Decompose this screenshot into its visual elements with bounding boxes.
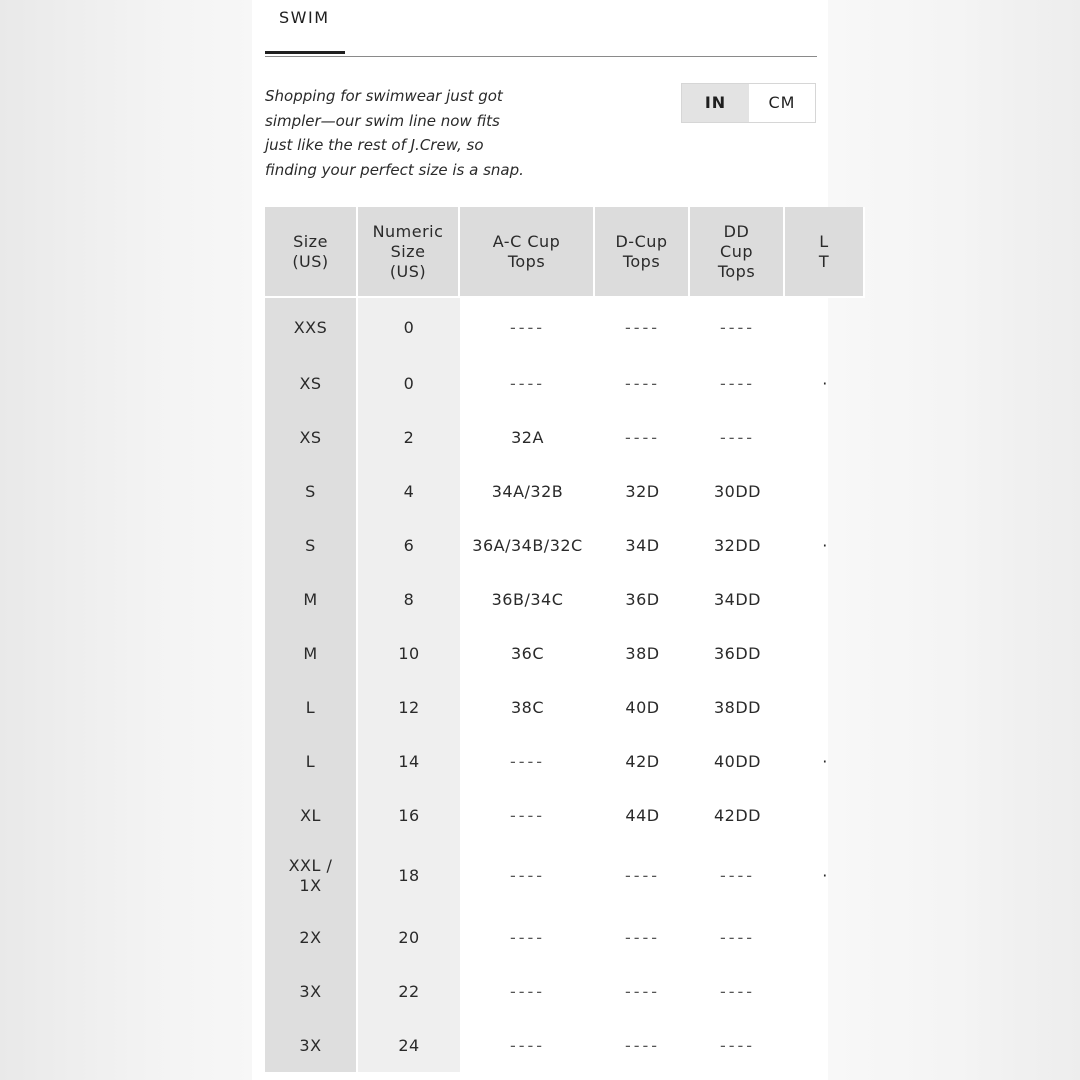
header-ac-cup-tops: A-C Cup Tops bbox=[460, 207, 595, 298]
size-table-header bbox=[265, 207, 865, 298]
table-cell-numeric-size: 6 bbox=[358, 518, 460, 572]
header-row bbox=[265, 207, 865, 298]
size-table-wrapper bbox=[265, 207, 830, 1077]
table-cell-numeric-size: 22 bbox=[358, 964, 460, 1018]
table-cell-size-us: L bbox=[265, 680, 358, 734]
table-cell-d-cup-tops: 34D bbox=[625, 535, 660, 555]
table-row bbox=[265, 410, 865, 464]
table-cell-dd-cup-tops: 36DD bbox=[714, 643, 761, 663]
table-cell-d-cup-tops: 40D bbox=[625, 697, 660, 717]
table-cell-ac-cup-tops: ---- bbox=[509, 805, 546, 825]
table-cell-d-cup-tops: ---- bbox=[624, 866, 661, 885]
table-cell-numeric-size: 8 bbox=[358, 572, 460, 626]
table-row bbox=[265, 356, 865, 410]
table-cell-d-cup-tops: ---- bbox=[624, 317, 661, 337]
table-cell-truncated-column bbox=[785, 788, 865, 842]
table-row bbox=[265, 680, 865, 734]
table-cell-truncated-column bbox=[785, 410, 865, 464]
table-cell-size-us: XL bbox=[265, 788, 358, 842]
table-cell-numeric-size: 0 bbox=[358, 298, 460, 356]
table-cell-truncated-column: · bbox=[822, 866, 828, 885]
table-cell-dd-cup-tops: 30DD bbox=[714, 481, 761, 501]
table-row bbox=[265, 298, 865, 356]
table-cell-size-us: M bbox=[265, 626, 358, 680]
table-cell-numeric-size: 10 bbox=[358, 626, 460, 680]
table-cell-ac-cup-tops: ---- bbox=[509, 751, 546, 771]
table-cell-truncated-column bbox=[785, 1018, 865, 1072]
table-row bbox=[265, 1018, 865, 1072]
table-cell-d-cup-tops: ---- bbox=[624, 1035, 661, 1055]
table-cell-d-cup-tops: 36D bbox=[625, 589, 660, 609]
background-left bbox=[0, 0, 252, 1080]
table-cell-truncated-column bbox=[785, 572, 865, 626]
table-row bbox=[265, 518, 865, 572]
unit-toggle bbox=[681, 83, 816, 123]
table-cell-ac-cup-tops: 34A/32B bbox=[491, 481, 564, 501]
table-cell-numeric-size: 16 bbox=[358, 788, 460, 842]
background-right bbox=[828, 0, 1080, 1080]
table-cell-dd-cup-tops: ---- bbox=[719, 373, 756, 393]
unit-option-cm[interactable]: CM bbox=[749, 84, 815, 122]
table-cell-size-us: XXL / 1X bbox=[265, 842, 358, 910]
table-cell-ac-cup-tops: ---- bbox=[509, 373, 546, 393]
table-cell-ac-cup-tops: ---- bbox=[509, 317, 546, 337]
header-numeric-size: Numeric Size (US) bbox=[358, 207, 460, 298]
table-cell-ac-cup-tops: 32A bbox=[511, 427, 544, 447]
table-cell-d-cup-tops: 38D bbox=[625, 643, 660, 663]
table-cell-dd-cup-tops: 40DD bbox=[714, 751, 761, 771]
table-cell-dd-cup-tops: ---- bbox=[719, 1035, 756, 1055]
table-cell-truncated-column bbox=[785, 626, 865, 680]
table-cell-numeric-size: 18 bbox=[358, 842, 460, 910]
table-cell-truncated-column: · bbox=[822, 373, 828, 393]
table-cell-numeric-size: 2 bbox=[358, 410, 460, 464]
table-cell-size-us: XXS bbox=[265, 298, 358, 356]
table-cell-dd-cup-tops: 32DD bbox=[714, 535, 761, 555]
table-cell-d-cup-tops: 44D bbox=[625, 805, 660, 825]
table-cell-ac-cup-tops: ---- bbox=[509, 927, 546, 947]
table-row bbox=[265, 626, 865, 680]
table-cell-ac-cup-tops: ---- bbox=[509, 1035, 546, 1055]
table-cell-ac-cup-tops: ---- bbox=[509, 981, 546, 1001]
table-row bbox=[265, 734, 865, 788]
table-cell-size-us: L bbox=[265, 734, 358, 788]
table-cell-size-us: S bbox=[265, 464, 358, 518]
table-cell-truncated-column bbox=[785, 910, 865, 964]
tab-swim-label: SWIM bbox=[279, 8, 330, 27]
table-cell-size-us: 3X bbox=[265, 964, 358, 1018]
table-cell-numeric-size: 14 bbox=[358, 734, 460, 788]
header-truncated-column: L T bbox=[785, 207, 865, 298]
table-cell-truncated-column: · bbox=[822, 751, 828, 771]
table-row bbox=[265, 910, 865, 964]
table-cell-size-us: 3X bbox=[265, 1018, 358, 1072]
table-cell-size-us: M bbox=[265, 572, 358, 626]
table-cell-d-cup-tops: ---- bbox=[624, 927, 661, 947]
table-cell-truncated-column bbox=[785, 464, 865, 518]
table-cell-ac-cup-tops: 36B/34C bbox=[491, 589, 564, 609]
table-row bbox=[265, 464, 865, 518]
table-cell-dd-cup-tops: 42DD bbox=[714, 805, 761, 825]
table-cell-size-us: S bbox=[265, 518, 358, 572]
table-cell-d-cup-tops: 42D bbox=[625, 751, 660, 771]
table-cell-numeric-size: 0 bbox=[358, 356, 460, 410]
table-cell-dd-cup-tops: ---- bbox=[719, 317, 756, 337]
intro-text: Shopping for swimwear just got simpler—our swim line now fits just like the rest of J.Crew, so finding your perfect size is a snap. bbox=[265, 87, 524, 179]
tab-swim[interactable] bbox=[265, 0, 345, 54]
table-cell-ac-cup-tops: 36A/34B/32C bbox=[472, 535, 583, 555]
size-table bbox=[265, 207, 865, 1072]
table-cell-ac-cup-tops: ---- bbox=[509, 866, 546, 885]
header-dd-cup-tops: DD Cup Tops bbox=[690, 207, 785, 298]
table-cell-size-us: XS bbox=[265, 356, 358, 410]
header-d-cup-tops: D-Cup Tops bbox=[595, 207, 690, 298]
table-cell-truncated-column bbox=[785, 298, 865, 356]
table-row bbox=[265, 572, 865, 626]
table-cell-truncated-column: · bbox=[822, 535, 828, 555]
table-row bbox=[265, 788, 865, 842]
table-cell-dd-cup-tops: ---- bbox=[719, 981, 756, 1001]
table-cell-ac-cup-tops: 38C bbox=[510, 697, 545, 717]
table-cell-ac-cup-tops: 36C bbox=[510, 643, 545, 663]
table-cell-dd-cup-tops: ---- bbox=[719, 927, 756, 947]
table-cell-numeric-size: 12 bbox=[358, 680, 460, 734]
size-chart-panel bbox=[252, 0, 828, 1080]
table-cell-dd-cup-tops: 34DD bbox=[714, 589, 761, 609]
table-cell-dd-cup-tops: ---- bbox=[719, 866, 756, 885]
size-table-body bbox=[265, 298, 865, 1072]
table-cell-size-us: 2X bbox=[265, 910, 358, 964]
table-cell-d-cup-tops: ---- bbox=[624, 373, 661, 393]
table-cell-dd-cup-tops: 38DD bbox=[714, 697, 761, 717]
table-cell-truncated-column bbox=[785, 680, 865, 734]
table-cell-d-cup-tops: ---- bbox=[624, 427, 661, 447]
unit-option-in[interactable]: IN bbox=[682, 84, 749, 122]
table-cell-size-us: XS bbox=[265, 410, 358, 464]
table-cell-d-cup-tops: 32D bbox=[625, 481, 660, 501]
table-cell-numeric-size: 4 bbox=[358, 464, 460, 518]
table-row bbox=[265, 964, 865, 1018]
category-tabs bbox=[265, 0, 817, 57]
table-cell-dd-cup-tops: ---- bbox=[719, 427, 756, 447]
header-size-us: Size (US) bbox=[265, 207, 358, 298]
table-cell-truncated-column bbox=[785, 964, 865, 1018]
table-row bbox=[265, 842, 865, 910]
table-cell-numeric-size: 24 bbox=[358, 1018, 460, 1072]
table-cell-d-cup-tops: ---- bbox=[624, 981, 661, 1001]
table-cell-numeric-size: 20 bbox=[358, 910, 460, 964]
